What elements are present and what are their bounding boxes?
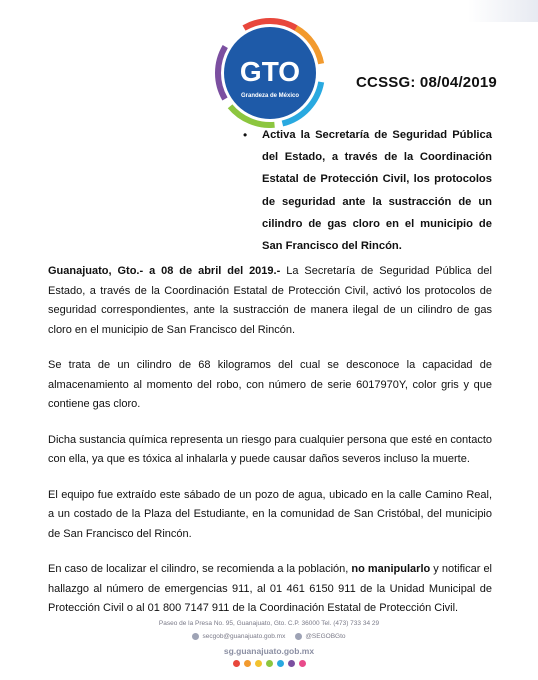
footer-twitter-item[interactable] (295, 633, 345, 640)
bullet-icon: • (243, 128, 248, 142)
paragraph-5 (48, 560, 492, 619)
paragraph-2: Se trata de un cilindro de 68 kilogramos del cual se desconoce la capacidad de almacenamiento al momento del robo, con número de serie 6017970Y, color gris y que contiene gas cloro. (48, 359, 492, 410)
email-icon (192, 633, 199, 640)
color-dot (277, 660, 284, 667)
summary-bullet: Activa la Secretaría de Seguridad Pública del Estado, a través de la Coordinación Estatal de Protección Civil, los protocolos de seguridad ante la sustracción de un cilindro de gas cloro en el municipio de San Francisco del Rincón. (262, 129, 492, 253)
footer-email: secgob@guanajuato.gob.mx (202, 633, 286, 641)
color-dot (233, 660, 240, 667)
logo-text: GTO (239, 56, 301, 87)
dateline: Guanajuato, Gto.- a 08 de abril del 2019.- (48, 265, 281, 277)
paragraph-5-a: En caso de localizar el cilindro, se recomienda a la población, (48, 563, 352, 575)
footer-twitter: @SEGOBGto (305, 633, 346, 641)
logo-tagline: Grandeza de México (240, 93, 300, 99)
twitter-icon (295, 633, 302, 640)
color-dot (299, 660, 306, 667)
paragraph-3: Dicha sustancia química representa un riesgo para cualquier persona que esté en contacto con ella, ya que es tóxica al inhalarla y puede causar daños severos incluso la muerte. (48, 433, 492, 465)
footer-email-item[interactable] (192, 633, 285, 640)
bulletin-code: CCSSG: 08/04/2019 (356, 74, 497, 91)
color-dot (255, 660, 262, 667)
color-dot (244, 660, 251, 667)
footer-address: Paseo de la Presa No. 95, Guanajuato, Gto. C.P. 36000 Tel. (473) 733 34 29 (158, 620, 380, 627)
color-dot (266, 660, 273, 667)
paragraph-1 (48, 262, 492, 340)
article-body (48, 262, 492, 635)
footer-contacts (0, 633, 538, 640)
paragraph-1-text: La Secretaría de Seguridad Pública del Estado, a través de la Coordinación Estatal de Protección Civil, activó los protocolos de seguridad correspondientes, ante la sustracción de manera ilegal de un cilindro de gas cloro en el municipio de San Francisco del Rincón. (48, 265, 492, 336)
paragraph-4: El equipo fue extraído este sábado de un pozo de agua, ubicado en la calle Camino Real, a un costado de la Plaza del Estudiante, en la comunidad de San Cristóbal, del municipio de San Francisco del Rincón. (48, 488, 492, 540)
paragraph-5-bold: no manipularlo (351, 563, 431, 575)
color-dot (288, 660, 295, 667)
paragraph-5-b: y notificar el hallazgo al número de emergencias 911, al 01 461 6150 911 de la Unidad Municipal de Protección Civil o al 01 800 7147 911 de la Coordinación Estatal de Protección Civil. (48, 563, 493, 614)
color-dots (0, 660, 538, 667)
footer-website[interactable]: sg.guanajuato.gob.mx (223, 646, 315, 656)
gto-logo (215, 18, 325, 128)
corner-shade (468, 0, 538, 22)
